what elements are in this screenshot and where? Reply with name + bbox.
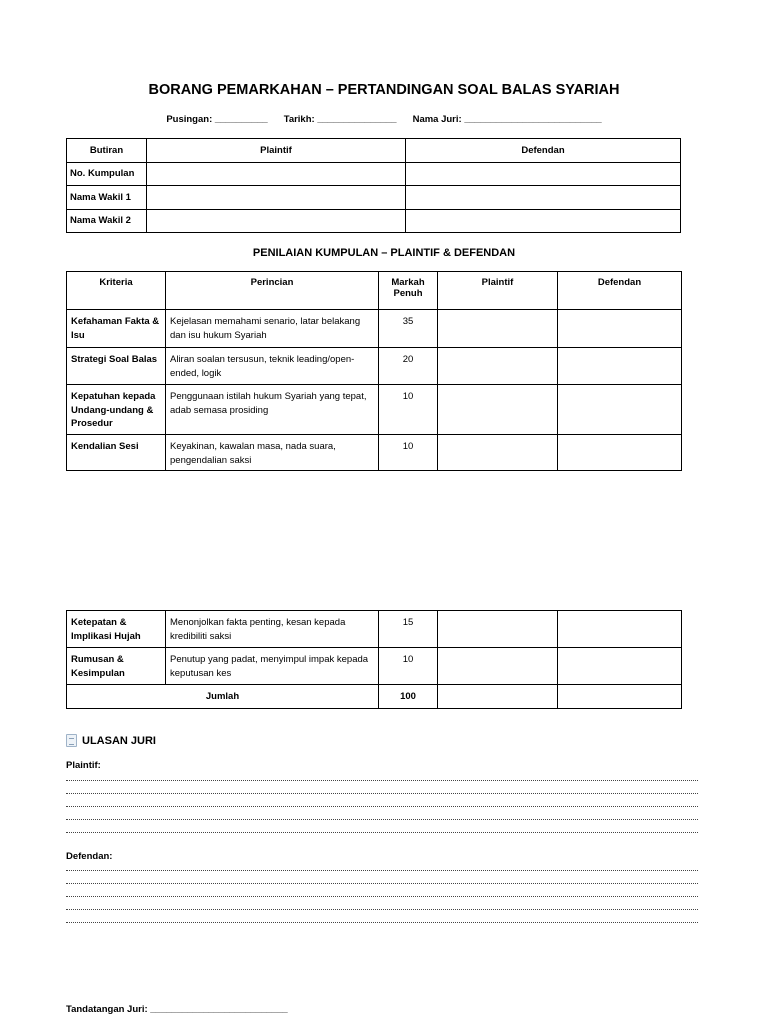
row-label-nama-wakil-1: Nama Wakil 1: [67, 186, 147, 210]
table-row: [67, 611, 682, 648]
plaintif-nama-wakil-1-cell[interactable]: [147, 186, 406, 210]
plaintif-comment-line[interactable]: [66, 793, 698, 794]
perincian-cell: Aliran soalan tersusun, teknik leading/open-ended, logik: [166, 348, 379, 385]
plaintif-no-kumpulan-cell[interactable]: [147, 162, 406, 186]
plaintif-score-cell[interactable]: [438, 611, 558, 648]
perincian-cell: Menonjolkan fakta penting, kesan kepada kredibiliti saksi: [166, 611, 379, 648]
defendan-nama-wakil-2-cell[interactable]: [406, 209, 681, 233]
markah-penuh-cell: 10: [379, 435, 438, 471]
kriteria-cell: Rumusan & Kesimpulan: [67, 648, 166, 685]
perincian-cell: Kejelasan memahami senario, latar belakang dan isu hukum Syariah: [166, 310, 379, 348]
row-label-nama-wakil-2: Nama Wakil 2: [67, 209, 147, 233]
header-plaintif-score: Plaintif: [438, 272, 558, 310]
plaintif-score-cell[interactable]: [438, 435, 558, 471]
ulasan-title: ULASAN JURI: [82, 734, 156, 747]
plaintif-comment-line[interactable]: [66, 806, 698, 807]
kriteria-cell: Strategi Soal Balas: [67, 348, 166, 385]
score-table-continued: [66, 610, 682, 709]
plaintif-score-cell[interactable]: [438, 310, 558, 348]
total-label: Jumlah: [67, 685, 379, 709]
defendan-score-cell[interactable]: [558, 611, 682, 648]
defendan-comment-line[interactable]: [66, 909, 698, 910]
kriteria-cell: Kendalian Sesi: [67, 435, 166, 471]
row-label-no-kumpulan: No. Kumpulan: [67, 162, 147, 186]
header-defendan-score: Defendan: [558, 272, 682, 310]
notepad-icon: [66, 734, 77, 747]
defendan-score-cell[interactable]: [558, 648, 682, 685]
markah-penuh-cell: 10: [379, 385, 438, 435]
perincian-cell: Penggunaan istilah hukum Syariah yang tepat, adab semasa prosiding: [166, 385, 379, 435]
defendan-comment-line[interactable]: [66, 922, 698, 923]
plaintif-score-cell[interactable]: [438, 348, 558, 385]
markah-penuh-cell: 35: [379, 310, 438, 348]
defendan-score-cell[interactable]: [558, 310, 682, 348]
defendan-score-cell[interactable]: [558, 435, 682, 471]
total-value: 100: [379, 685, 438, 709]
defendan-comment-line[interactable]: [66, 896, 698, 897]
table-row: [67, 435, 682, 471]
header-plaintif: Plaintif: [147, 139, 406, 163]
table-row: [67, 385, 682, 435]
ulasan-juri-heading: [66, 734, 156, 747]
nama-juri-field[interactable]: Nama Juri: __________________________: [412, 114, 602, 125]
markah-penuh-cell: 15: [379, 611, 438, 648]
defendan-score-cell[interactable]: [558, 385, 682, 435]
team-table-header: [67, 139, 681, 163]
form-meta: [0, 114, 768, 125]
header-defendan: Defendan: [406, 139, 681, 163]
kriteria-cell: Ketepatan & Implikasi Hujah: [67, 611, 166, 648]
defendan-total-cell[interactable]: [558, 685, 682, 709]
defendan-comment-line[interactable]: [66, 883, 698, 884]
defendan-comment-line[interactable]: [66, 870, 698, 871]
header-markah-penuh: Markah Penuh: [379, 272, 438, 310]
table-row: [67, 209, 681, 233]
plaintif-score-cell[interactable]: [438, 385, 558, 435]
table-row: [67, 162, 681, 186]
header-kriteria: Kriteria: [67, 272, 166, 310]
score-table: [66, 271, 682, 471]
markah-penuh-cell: 20: [379, 348, 438, 385]
markah-penuh-cell: 10: [379, 648, 438, 685]
plaintif-nama-wakil-2-cell[interactable]: [147, 209, 406, 233]
defendan-no-kumpulan-cell[interactable]: [406, 162, 681, 186]
perincian-cell: Keyakinan, kawalan masa, nada suara, pengendalian saksi: [166, 435, 379, 471]
form-title: BORANG PEMARKAHAN – PERTANDINGAN SOAL BALAS SYARIAH: [148, 82, 620, 98]
defendan-score-cell[interactable]: [558, 348, 682, 385]
kriteria-cell: Kepatuhan kepada Undang-undang & Prosedur: [67, 385, 166, 435]
plaintif-comment-line[interactable]: [66, 780, 698, 781]
defendan-nama-wakil-1-cell[interactable]: [406, 186, 681, 210]
pusingan-field[interactable]: Pusingan: __________: [166, 114, 268, 125]
plaintif-comment-line[interactable]: [66, 819, 698, 820]
tarikh-field[interactable]: Tarikh: _______________: [283, 114, 397, 125]
total-row: [67, 685, 682, 709]
header-perincian: Perincian: [166, 272, 379, 310]
plaintif-score-cell[interactable]: [438, 648, 558, 685]
plaintif-comment-line[interactable]: [66, 832, 698, 833]
table-row: [67, 348, 682, 385]
plaintif-label: Plaintif:: [66, 760, 101, 771]
table-row: [67, 310, 682, 348]
header-butiran: Butiran: [67, 139, 147, 163]
table-row: [67, 186, 681, 210]
kriteria-cell: Kefahaman Fakta & Isu: [67, 310, 166, 348]
team-details-table: [66, 138, 681, 233]
plaintif-total-cell[interactable]: [438, 685, 558, 709]
score-table-header: [67, 272, 682, 310]
defendan-label: Defendan:: [66, 851, 113, 862]
section-title: PENILAIAN KUMPULAN – PLAINTIF & DEFENDAN: [252, 247, 516, 259]
perincian-cell: Penutup yang padat, menyimpul impak kepada keputusan kes: [166, 648, 379, 685]
signature-field[interactable]: Tandatangan Juri: __________________________: [66, 1004, 288, 1015]
table-row: [67, 648, 682, 685]
